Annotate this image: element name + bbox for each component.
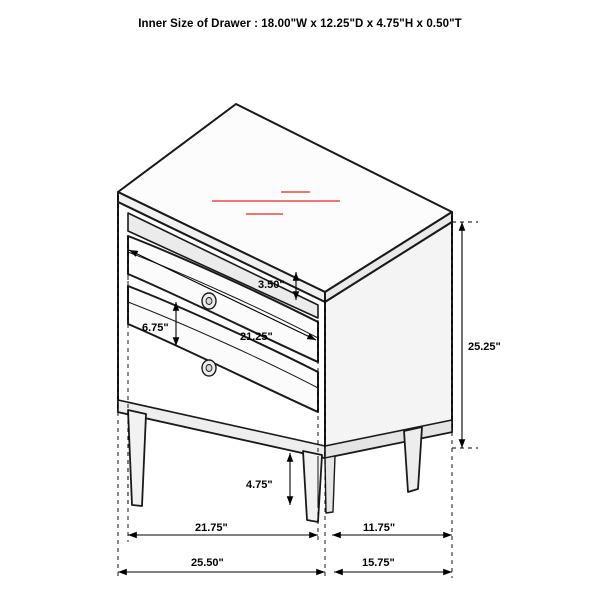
page-title: Inner Size of Drawer : 18.00"W x 12.25"D x 4.75"H x 0.50"T [138,18,462,30]
dimension-label-21-25: 21.25" [240,331,273,343]
dimension-label-25-25: 25.25" [468,341,501,353]
nightstand-drawing [118,104,452,522]
leg-front-left [128,410,146,506]
dimension-label-21-75: 21.75" [195,522,228,534]
leg-back-right [404,427,422,492]
upper-drawer-knob [202,293,216,309]
dimension-label-3-50: 3.50" [258,279,285,291]
dimension-overall-width [118,557,325,572]
dimension-label-4-75: 4.75" [246,479,273,491]
dimension-label-6-75: 6.75" [142,322,169,334]
leg-front-right [303,451,322,522]
dimension-label-15-75: 15.75" [362,557,395,569]
dimension-front-inner-width [128,522,318,535]
dimension-overall-height [462,222,501,448]
lower-drawer-knob [202,360,216,376]
dimension-leg-height [246,453,290,505]
dimension-label-25-50: 25.50" [191,557,224,569]
dimension-side-inner-depth [332,522,452,535]
dimension-overall-depth [334,557,452,572]
leg-back-left [325,456,335,513]
dimension-label-11-75: 11.75" [363,522,396,534]
